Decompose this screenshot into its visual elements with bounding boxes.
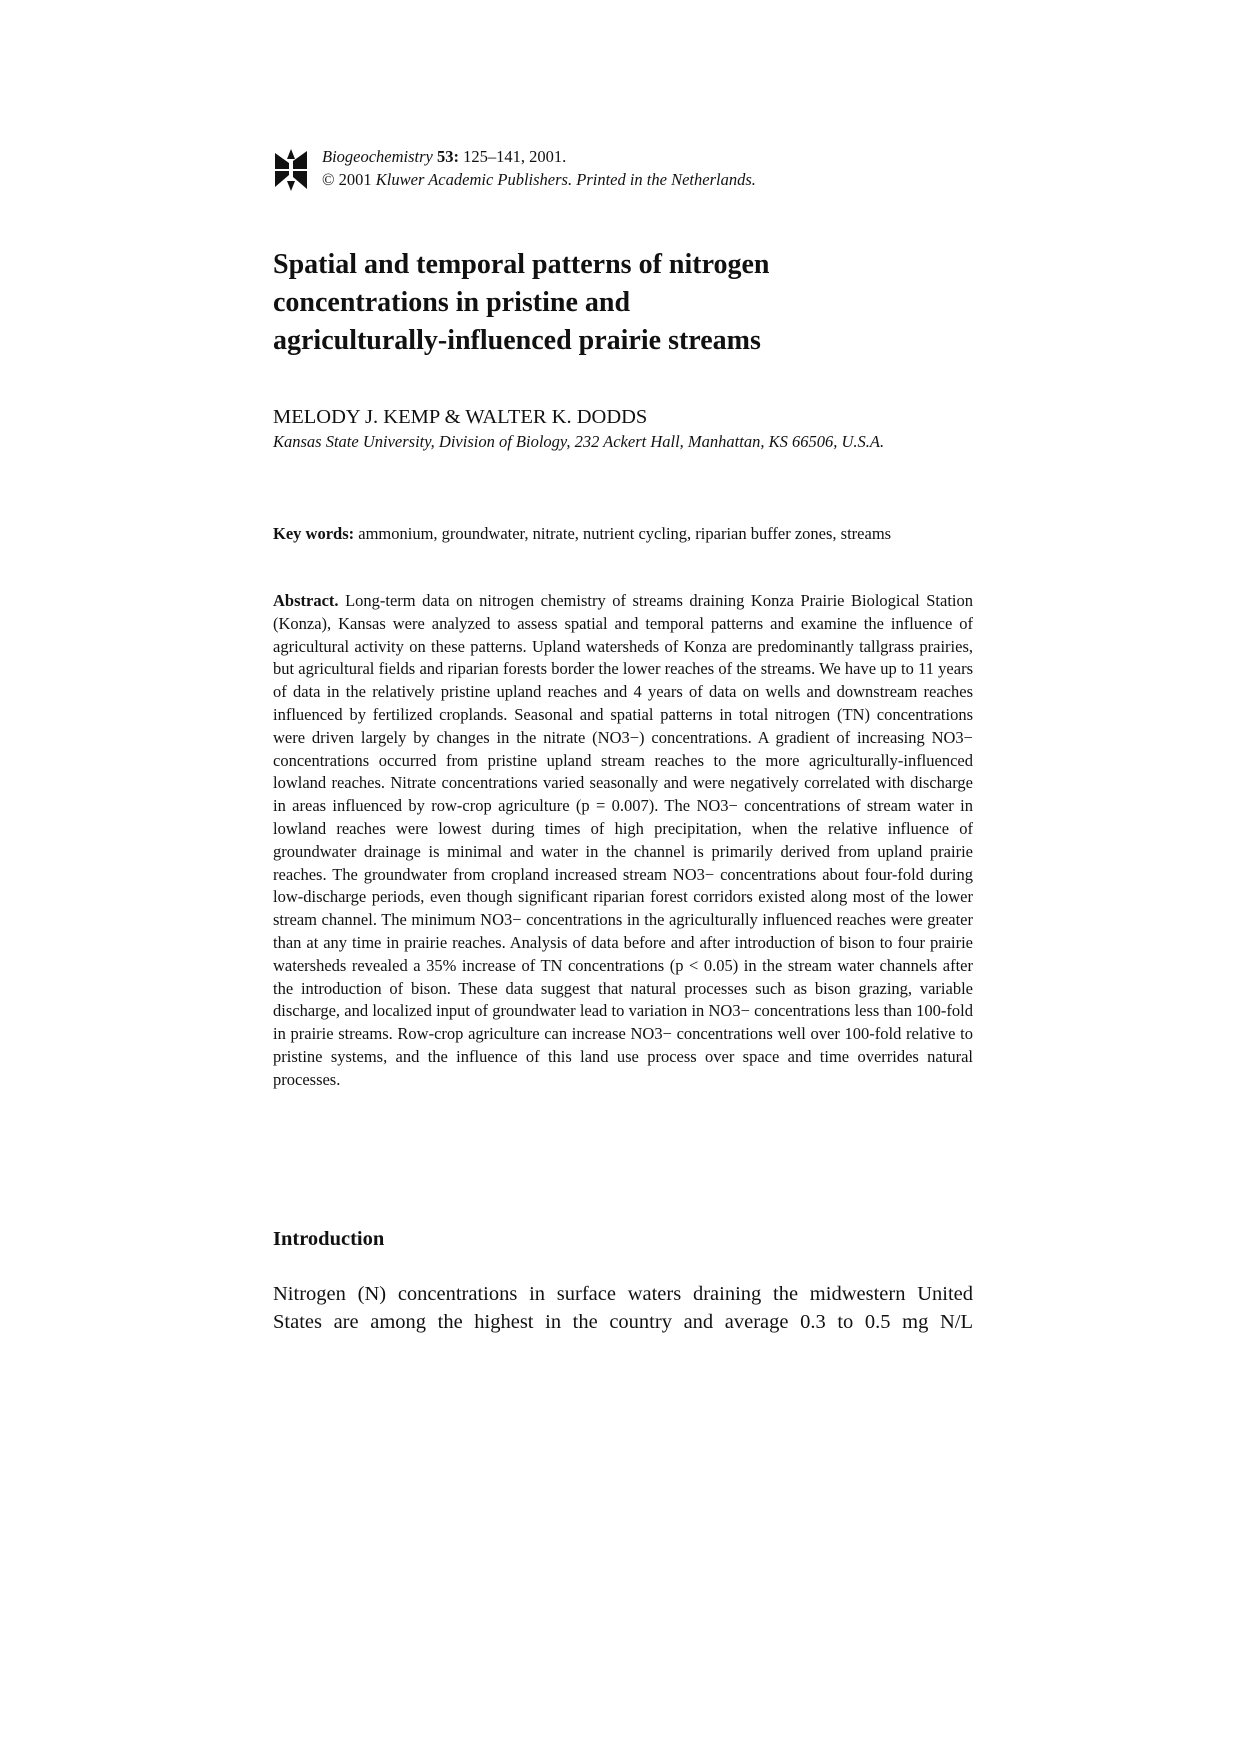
publisher-name: Kluwer Academic Publishers. — [375, 170, 573, 189]
abstract-label: Abstract. — [273, 591, 339, 610]
introduction-paragraph — [273, 1281, 973, 1336]
keywords-text: ammonium, groundwater, nitrate, nutrient cycling, riparian buffer zones, streams — [358, 524, 892, 543]
journal-citation-line-1 — [322, 145, 756, 168]
printed-location: Printed in the Netherlands. — [576, 170, 756, 189]
journal-pages-year: 125–141, 2001. — [463, 147, 567, 166]
introduction-line-2: States are among the highest in the country and average 0.3 to 0.5 mg N/L — [273, 1310, 973, 1333]
paper-title-line-2: concentrations in pristine and — [273, 287, 631, 318]
keywords-block — [273, 522, 973, 545]
author-list: MELODY J. KEMP & WALTER K. DODDS — [273, 406, 648, 428]
paper-title — [273, 246, 973, 360]
author-affiliation: Kansas State University, Division of Biology, 232 Ackert Hall, Manhattan, KS 66506, U.S.A. — [273, 432, 885, 451]
journal-citation-line-2 — [322, 168, 756, 191]
keywords-label: Key words: — [273, 524, 355, 543]
journal-volume: 53: — [437, 147, 460, 166]
abstract-block — [273, 590, 973, 1092]
abstract-text: Long-term data on nitrogen chemistry of streams draining Konza Prairie Biological Station (Konza), Kansas were analyzed to assess spatial and temporal patterns and examine the influence of agricultural activity on these patterns. Upland watersheds of Konza are predominantly tallgrass prairies, but agricultural fields and riparian forests border the lower reaches of the streams. We have up to 11 years of data in the relatively pristine upland reaches and 4 years of data on wells and downstream reaches influenced by fertilized croplands. Seasonal and spatial patterns in total nitrogen (TN) concentrations were driven largely by changes in the nitrate (NO3−) concentrations. A gradient of increasing NO3− concentrations occurred from pristine upland stream reaches to the more agriculturally-influenced lowland reaches. Nitrate concentrations varied seasonally and were negatively correlated with discharge in areas influenced by row-crop agriculture (p = 0.007). The NO3− concentrations of stream water in lowland reaches were lowest during times of high precipitation, when the relative influence of groundwater drainage is minimal and water in the channel is primarily derived from upland prairie reaches. The groundwater from cropland increased stream NO3− concentrations about four-fold during low-discharge periods, even though significant riparian forest corridors existed along most of the lower stream channel. The minimum NO3− concentrations in the agriculturally influenced reaches were greater than at any time in prairie reaches. Analysis of data before and after introduction of bison to four prairie watersheds revealed a 35% increase of TN concentrations (p < 0.05) in the stream water channels after the introduction of bison. These data suggest that natural processes such as bison grazing, variable discharge, and localized input of groundwater lead to variation in NO3− concentrations less than 100-fold in prairie streams. Row-crop agriculture can increase NO3− concentrations well over 100-fold relative to pristine systems, and the influence of this land use process over space and time overrides natural processes. — [273, 591, 974, 1089]
kluwer-publisher-logo-icon — [273, 149, 309, 191]
journal-header — [273, 145, 973, 195]
introduction-line-1: Nitrogen (N) concentrations in surface waters draining the midwestern United — [273, 1283, 973, 1305]
section-heading-introduction: Introduction — [273, 1228, 385, 1250]
journal-name: Biogeochemistry — [322, 147, 433, 166]
copyright-notice: © 2001 — [322, 170, 372, 189]
paper-title-line-1: Spatial and temporal patterns of nitrogen — [273, 249, 770, 280]
paper-title-line-3: agriculturally-influenced prairie streams — [273, 325, 761, 356]
journal-citation — [322, 145, 756, 191]
